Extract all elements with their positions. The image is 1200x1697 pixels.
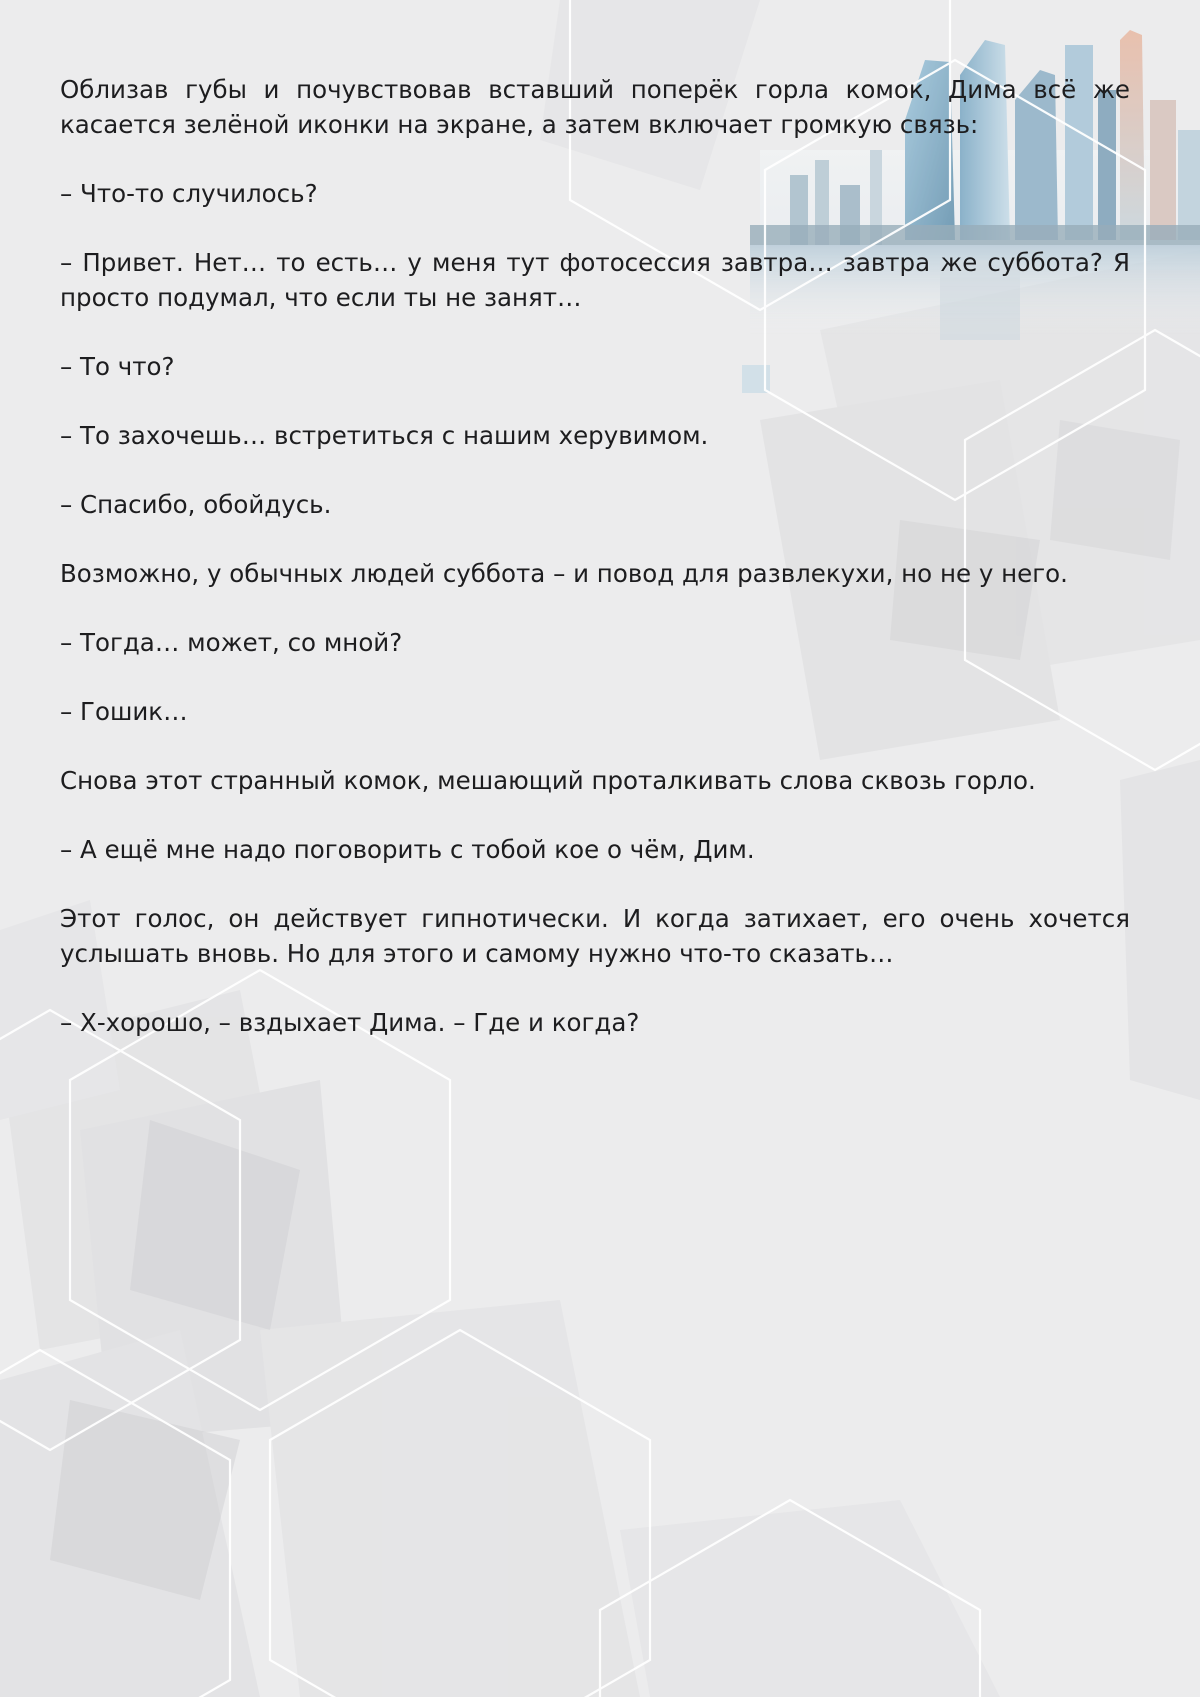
dialogue-line: – Х-хорошо, – вздыхает Дима. – Где и когда? [60, 1008, 640, 1037]
dialogue-line: – Тогда… может, со мной? [60, 628, 403, 657]
dialogue-line: – Гошик… [60, 697, 188, 726]
dialogue-line: – Привет. Нет… то есть… у меня тут фотосессия завтра… завтра же суббота? Я просто подумал, что если ты не занят… [60, 248, 1130, 312]
dialogue-line: – А ещё мне надо поговорить с тобой кое о чём, Дим. [60, 835, 755, 864]
paragraph: Снова этот странный комок, мешающий проталкивать слова сквозь горло. [60, 766, 1036, 795]
dialogue-line: – Что-то случилось? [60, 179, 318, 208]
paragraph: Этот голос, он действует гипнотически. И когда затихает, его очень хочется услышать вновь. Но для этого и самому нужно что-то сказать… [60, 904, 1130, 968]
paragraph: Возможно, у обычных людей суббота – и повод для развлекухи, но не у него. [60, 559, 1068, 588]
dialogue-line: – То что? [60, 352, 175, 381]
dialogue-line: – То захочешь… встретиться с нашим херувимом. [60, 421, 709, 450]
paragraph: Облизав губы и почувствовав вставший поперёк горла комок, Дима всё же касается зелёной иконки на экране, а затем включает громкую связь: [60, 75, 1130, 139]
dialogue-line: – Спасибо, обойдусь. [60, 490, 332, 519]
story-text [60, 72, 1130, 1074]
